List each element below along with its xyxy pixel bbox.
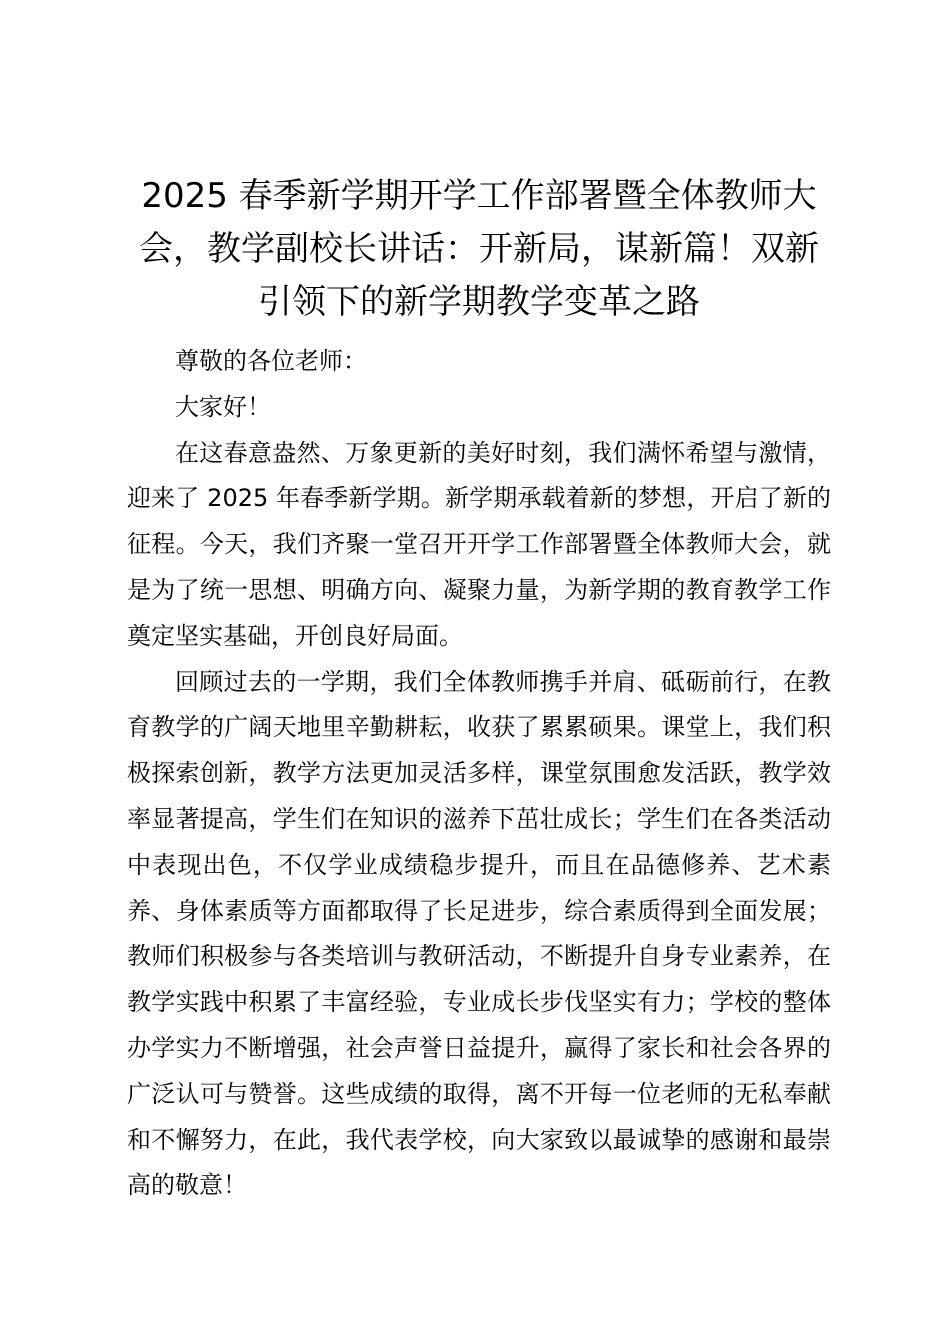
salutation: 尊敬的各位老师：: [175, 347, 367, 375]
body-paragraph-review: 回顾过去的一学期，我们全体教师携手并肩、砥砺前行，在教育教学的广阔天地里辛勤耕耘，收获了累累硕果。课堂上，我们积极探索创新，教学方法更加灵活多样，课堂氛围愈发活跃，教学效率显著提高，学生们在知识的滋养下茁壮成长；学生们在各类活动中表现出色，不仅学业成绩稳步提升，而且在品德修养、艺术素养、身体素质等方面都取得了长足进步，综合素质得到全面发展；教师们积极参与各类培训与教研活动，不断提升自身专业素养，在教学实践中积累了丰富经验，专业成长步伐坚实有力；学校的整体办学实力不断增强，社会声誉日益提升，赢得了家长和社会各界的广泛认可与赞誉。这些成绩的取得，离不开每一位老师的无私奉献和不懈努力，在此，我代表学校，向大家致以最诚挚的感谢和最崇高的敬意！: [127, 667, 831, 1200]
document-page: [127, 170, 831, 1209]
greeting: 大家好！: [175, 392, 271, 421]
document-title: 2025 春季新学期开学工作部署暨全体教师大会，教学副校长讲话：开新局，谋新篇！双新引领下的新学期教学变革之路: [139, 176, 819, 322]
body-paragraph-intro: 在这春意盎然、万象更新的美好时刻，我们满怀希望与激情，迎来了 2025 年春季新学期。新学期承载着新的梦想，开启了新的征程。今天，我们齐聚一堂召开开学工作部署暨全体教师大会，就是为了统一思想、明确方向、凝聚力量，为新学期的教育教学工作奠定坚实基础，开创良好局面。: [127, 438, 831, 650]
